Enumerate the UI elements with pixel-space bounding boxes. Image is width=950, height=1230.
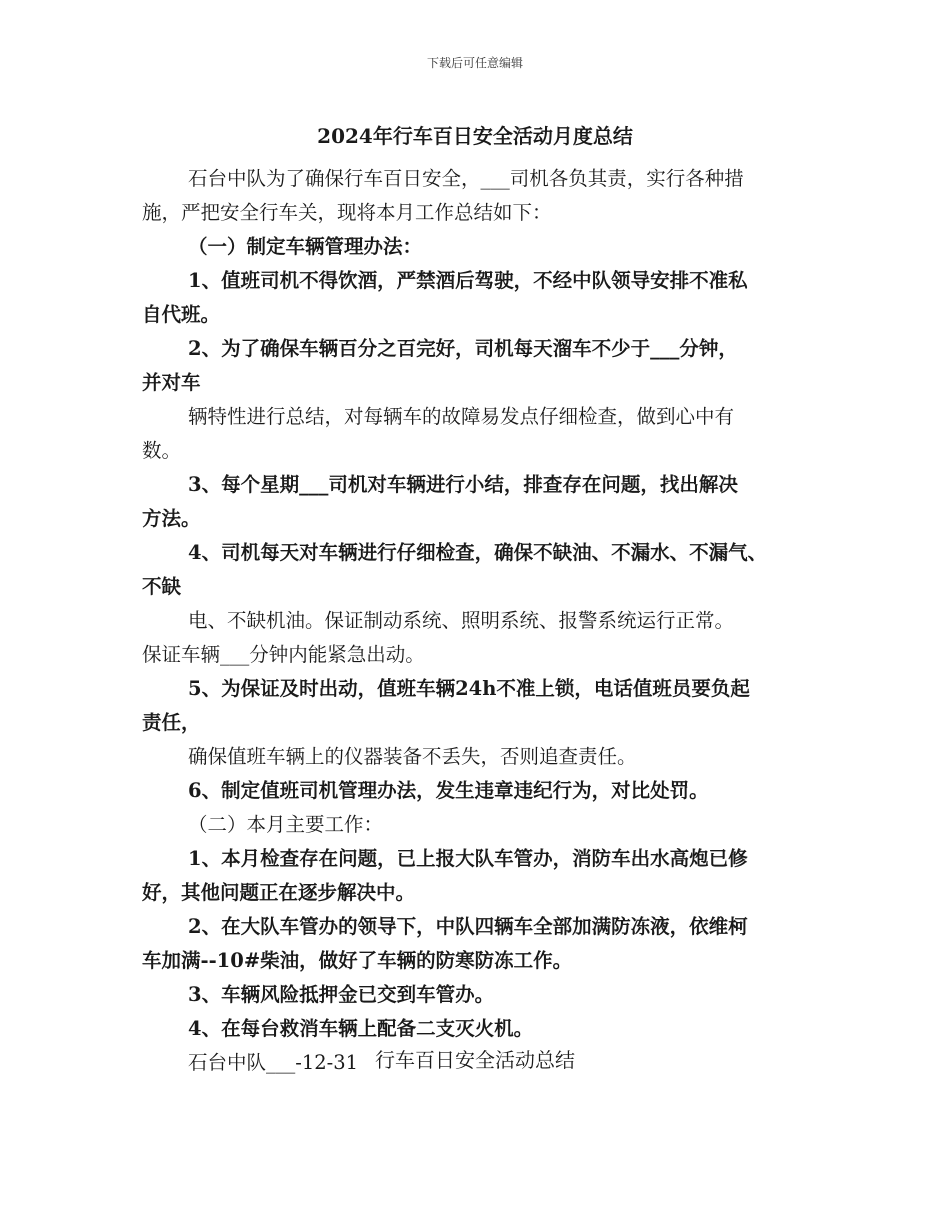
document-body xyxy=(142,162,822,1080)
list-item: 3、车辆风险抵押金已交到车管办。 xyxy=(188,983,495,1006)
list-item: 1、值班司机不得饮酒，严禁酒后驾驶，不经中队领导安排不准私 xyxy=(188,269,748,292)
list-item: 车加满--10#柴油，做好了车辆的防寒防冻工作。 xyxy=(142,949,573,972)
list-item-continuation: 确保值班车辆上的仪器装备不丢失，否则追查责任。 xyxy=(188,745,637,768)
next-section-title: 行车百日安全活动总结 xyxy=(375,1048,575,1072)
list-item: 好，其他问题正在逐步解决中。 xyxy=(142,881,416,904)
list-item-continuation: 辆特性进行总结，对每辆车的故障易发点仔细检查，做到心中有 xyxy=(188,405,735,428)
list-item: 4、在每台救消车辆上配备二支灭火机。 xyxy=(188,1017,534,1040)
list-item: 2、在大队车管办的领导下，中队四辆车全部加满防冻液，依维柯 xyxy=(188,915,748,938)
list-item: 1、本月检查存在问题，已上报大队车管办，消防车出水高炮已修 xyxy=(188,847,748,870)
document-title: 2024年行车百日安全活动月度总结 xyxy=(317,124,633,148)
list-item: 并对车 xyxy=(142,371,201,394)
list-item: 4、司机每天对车辆进行仔细检查，确保不缺油、不漏水、不漏气、 xyxy=(188,541,768,564)
list-item: 2、为了确保车辆百分之百完好，司机每天溜车不少于___分钟， xyxy=(188,337,738,360)
signature-line: 石台中队___-12-31 xyxy=(188,1051,359,1074)
intro-line: 施，严把安全行车关，现将本月工作总结如下： xyxy=(142,201,552,224)
list-item: 方法。 xyxy=(142,507,201,530)
list-item: 3、每个星期___司机对车辆进行小结，排查存在问题，找出解决 xyxy=(188,473,738,496)
list-item: 责任， xyxy=(142,711,201,734)
list-item-continuation: 电、不缺机油。保证制动系统、照明系统、报警系统运行正常。 xyxy=(188,609,735,632)
header-note: 下载后可任意编辑 xyxy=(426,56,523,70)
section-heading: （二）本月主要工作： xyxy=(188,813,384,836)
list-item: 5、为保证及时出动，值班车辆24h不准上锁，电话值班员要负起 xyxy=(188,677,750,700)
list-item-continuation: 保证车辆___分钟内能紧急出动。 xyxy=(142,643,425,666)
intro-line: 石台中队为了确保行车百日安全，___司机各负其责，实行各种措 xyxy=(188,167,744,190)
list-item: 不缺 xyxy=(142,575,182,598)
section-heading: （一）制定车辆管理办法： xyxy=(188,235,423,258)
list-item: 6、制定值班司机管理办法，发生违章违纪行为，对比处罚。 xyxy=(188,779,709,802)
list-item: 自代班。 xyxy=(142,303,221,326)
list-item-continuation: 数。 xyxy=(142,439,182,462)
